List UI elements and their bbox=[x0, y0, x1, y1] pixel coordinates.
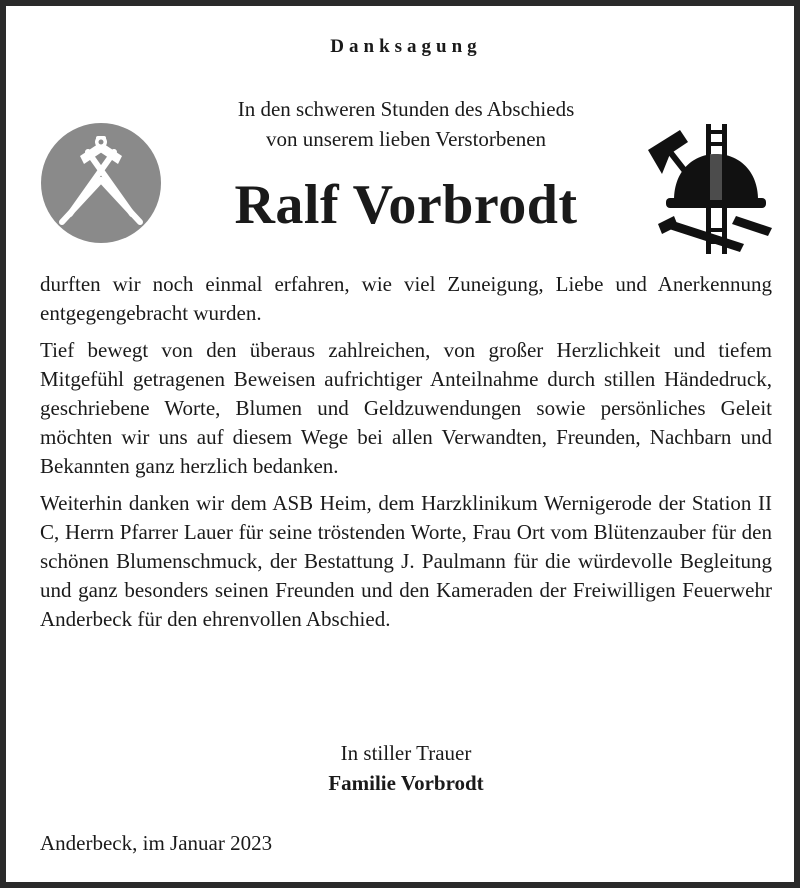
closing-phrase: In stiller Trauer bbox=[340, 741, 472, 765]
family-signature: Familie Vorbrodt bbox=[328, 771, 484, 795]
paragraph-1: durften wir noch einmal erfahren, wie viel Zuneigung, Liebe und Anerkennung entgegengebracht wurden. bbox=[40, 272, 772, 325]
place-date: Anderbeck, im Januar 2023 bbox=[40, 831, 273, 855]
intro-line-2: von unserem lieben Verstorbenen bbox=[265, 127, 547, 151]
deceased-name: Ralf Vorbrodt bbox=[234, 174, 578, 236]
closing-block bbox=[6, 738, 800, 798]
notice-heading: Danksagung bbox=[330, 36, 482, 57]
notice-body bbox=[40, 270, 772, 642]
intro-text bbox=[156, 94, 656, 154]
paragraph-2: Tief bewegt von den überaus zahlreichen, von großer Herzlichkeit und tiefem Mitgefühl getragenen Beweisen aufrichtiger Anteilnahme durch stillen Händedruck, geschriebene Worte, Blumen und Geldzuwendungen sowie persönliches Geleit möchten wir uns auf diesem Wege bei allen Verwandten, Freunden, Nachbarn und Bekannten ganz herzlich bedanken. bbox=[40, 338, 772, 478]
roofer-guild-emblem-icon bbox=[40, 122, 162, 244]
fire-brigade-emblem-icon bbox=[640, 124, 774, 254]
intro-line-1: In den schweren Stunden des Abschieds bbox=[237, 97, 575, 121]
paragraph-3: Weiterhin danken wir dem ASB Heim, dem Harzklinikum Wernigerode der Station II C, Herrn Pfarrer Lauer für seine tröstenden Worte, Frau Ort vom Blütenzauber für den schönen Blumenschmuck, der Bestattung J. Paulmann für die würdevolle Begleitung und ganz besonders seinen Freunden und den Kameraden der Freiwilligen Feuerwehr Anderbeck für den ehrenvollen Abschied. bbox=[40, 491, 772, 631]
